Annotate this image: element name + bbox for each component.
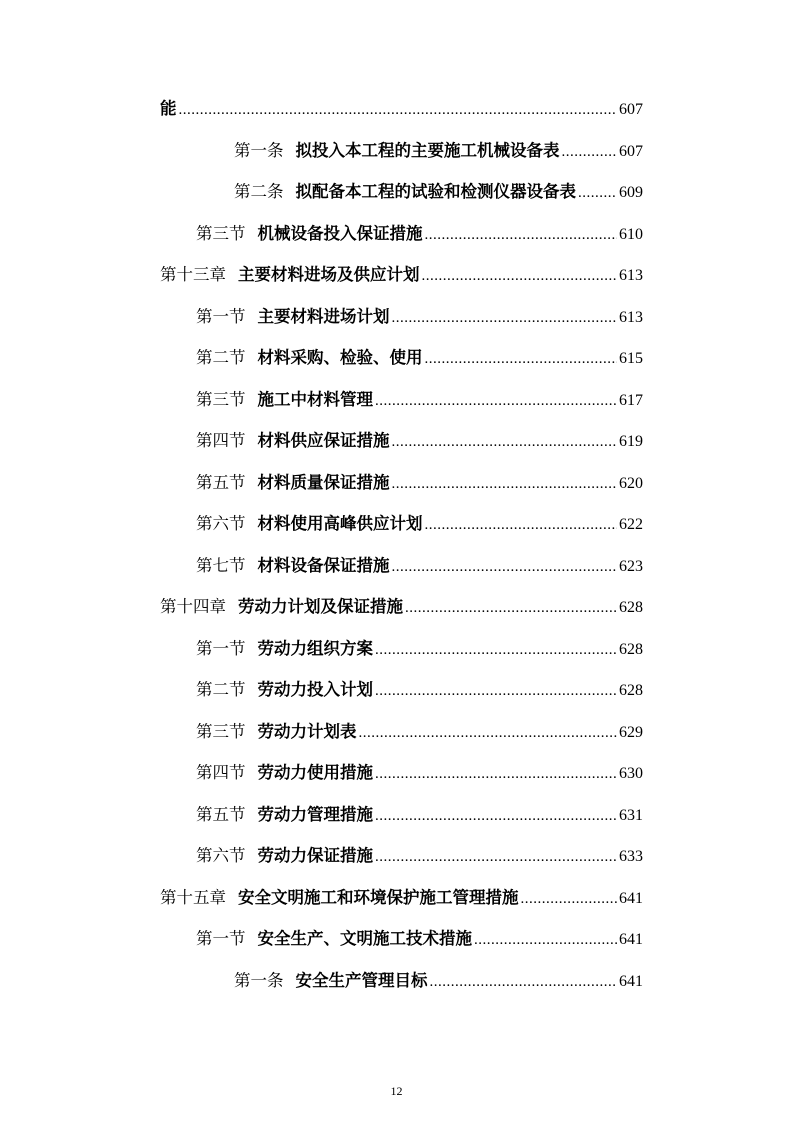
toc-entry[interactable] <box>0 670 793 712</box>
toc-leader-dots <box>392 555 618 579</box>
toc-entry-page: 607 <box>619 101 643 118</box>
toc-entry-page: 641 <box>619 931 643 948</box>
toc-entry-label: 第二条 <box>234 182 284 201</box>
toc-entry-page: 617 <box>619 391 643 409</box>
toc-leader-dots <box>392 430 618 454</box>
toc-entry-label: 第一节 <box>196 638 246 658</box>
toc-leader-dots <box>422 264 618 288</box>
toc-entry-page: 633 <box>619 848 643 865</box>
toc-leader-dots <box>578 181 617 205</box>
toc-entry-title: 安全生产、文明施工技术措施 <box>257 929 472 948</box>
toc-entry-title: 劳动力计划表 <box>257 721 357 741</box>
toc-entry[interactable] <box>0 919 793 961</box>
toc-entry[interactable] <box>0 712 793 754</box>
toc-leader-dots <box>179 98 618 122</box>
toc-entry-page: 613 <box>619 308 643 326</box>
toc-leader-dots <box>425 223 618 247</box>
toc-entry[interactable] <box>0 131 793 173</box>
toc-entry-title: 材料使用高峰供应计划 <box>257 514 423 533</box>
toc-entry-label: 第一节 <box>196 306 246 326</box>
toc-entry[interactable] <box>0 795 793 837</box>
toc-leader-dots <box>375 845 617 869</box>
toc-entry-page: 628 <box>619 640 643 658</box>
toc-entry-label: 第十四章 <box>160 597 226 616</box>
toc-entry-label: 第三节 <box>196 223 246 243</box>
toc-entry-label: 第一节 <box>196 929 246 948</box>
toc-entry-title: 材料采购、检验、使用 <box>257 348 423 367</box>
toc-entry-title: 劳动力使用措施 <box>257 763 373 782</box>
toc-leader-dots <box>375 638 617 662</box>
toc-entry-page: 609 <box>619 184 643 201</box>
toc-entry-page: 613 <box>619 267 643 284</box>
toc-entry[interactable] <box>0 753 793 795</box>
toc-entry[interactable] <box>0 89 793 131</box>
toc-leader-dots <box>375 679 617 703</box>
toc-entry-page: 607 <box>619 142 643 160</box>
toc-entry-title: 材料质量保证措施 <box>257 472 390 492</box>
toc-entry-label: 第五节 <box>196 804 246 824</box>
toc-entry-page: 622 <box>619 516 643 533</box>
toc-entry-title: 劳动力组织方案 <box>257 638 373 658</box>
toc-entry-title: 材料设备保证措施 <box>257 555 390 575</box>
toc-entry-label: 第二节 <box>196 348 246 367</box>
toc-entry[interactable] <box>0 546 793 588</box>
toc-entry-page: 628 <box>619 599 643 616</box>
toc-leader-dots <box>521 887 618 911</box>
toc-entry-title: 拟投入本工程的主要施工机械设备表 <box>295 140 560 160</box>
toc-entry-page: 628 <box>619 682 643 699</box>
toc-leader-dots <box>562 140 618 164</box>
toc-entry-page: 631 <box>619 806 643 824</box>
toc-entry[interactable] <box>0 629 793 671</box>
toc-entry-page: 630 <box>619 765 643 782</box>
toc-leader-dots <box>425 347 618 371</box>
toc-entry[interactable] <box>0 338 793 380</box>
toc-entry-title: 劳动力保证措施 <box>257 846 373 865</box>
toc-entry[interactable] <box>0 878 793 920</box>
toc-leader-dots <box>375 762 617 786</box>
toc-leader-dots <box>359 721 618 745</box>
toc-entry-label: 第三节 <box>196 389 246 409</box>
toc-leader-dots <box>425 513 618 537</box>
toc-leader-dots <box>375 389 617 413</box>
toc-entry-title: 安全文明施工和环境保护施工管理措施 <box>238 887 519 907</box>
toc-leader-dots <box>474 928 617 952</box>
toc-entry-page: 641 <box>619 972 643 990</box>
toc-entry-title: 机械设备投入保证措施 <box>257 223 423 243</box>
toc-entry-title: 劳动力投入计划 <box>257 680 373 699</box>
toc-entry-page: 615 <box>619 350 643 367</box>
toc-entry[interactable] <box>0 463 793 505</box>
toc-entry[interactable] <box>0 214 793 256</box>
toc-entry-page: 610 <box>619 225 643 243</box>
toc-entry-title: 劳动力计划及保证措施 <box>238 597 403 616</box>
toc-entry[interactable] <box>0 255 793 297</box>
toc-entry-label: 第七节 <box>196 555 246 575</box>
toc-entry-label: 第四节 <box>196 763 246 782</box>
toc-entry-title: 施工中材料管理 <box>257 389 373 409</box>
toc-entry-label: 第五节 <box>196 472 246 492</box>
toc-entry-title: 能 <box>160 99 177 118</box>
toc-entry-page: 641 <box>619 889 643 907</box>
toc-entry[interactable] <box>0 421 793 463</box>
toc-entry-title: 主要材料进场及供应计划 <box>238 265 420 284</box>
toc-entry-title: 主要材料进场计划 <box>257 306 390 326</box>
toc-leader-dots <box>405 596 617 620</box>
page-number: 12 <box>390 1084 403 1098</box>
toc-entry[interactable] <box>0 587 793 629</box>
toc-entry-label: 第十五章 <box>160 887 226 907</box>
toc-entry-title: 劳动力管理措施 <box>257 804 373 824</box>
toc-entry-label: 第三节 <box>196 721 246 741</box>
toc-entry[interactable] <box>0 836 793 878</box>
toc-entry[interactable] <box>0 380 793 422</box>
toc-leader-dots <box>430 970 618 994</box>
toc-entry-page: 629 <box>619 723 643 741</box>
toc-entry-page: 623 <box>619 557 643 575</box>
toc-entry-label: 第二节 <box>196 680 246 699</box>
toc-entry-title: 拟配备本工程的试验和检测仪器设备表 <box>295 182 576 201</box>
toc-entry-label: 第六节 <box>196 514 246 533</box>
table-of-contents <box>0 89 793 1002</box>
toc-entry[interactable] <box>0 504 793 546</box>
toc-entry-label: 第一条 <box>234 140 284 160</box>
toc-leader-dots <box>392 472 618 496</box>
toc-leader-dots <box>375 804 617 828</box>
toc-entry-label: 第十三章 <box>160 265 226 284</box>
toc-leader-dots <box>392 306 618 330</box>
toc-entry-page: 619 <box>619 433 643 450</box>
toc-entry[interactable] <box>0 172 793 214</box>
toc-entry-label: 第一条 <box>234 970 284 990</box>
toc-entry-title: 材料供应保证措施 <box>257 431 390 450</box>
toc-entry[interactable] <box>0 961 793 1003</box>
toc-entry-page: 620 <box>619 474 643 492</box>
toc-entry-title: 安全生产管理目标 <box>295 970 428 990</box>
toc-entry-label: 第四节 <box>196 431 246 450</box>
toc-entry[interactable] <box>0 297 793 339</box>
toc-entry-label: 第六节 <box>196 846 246 865</box>
